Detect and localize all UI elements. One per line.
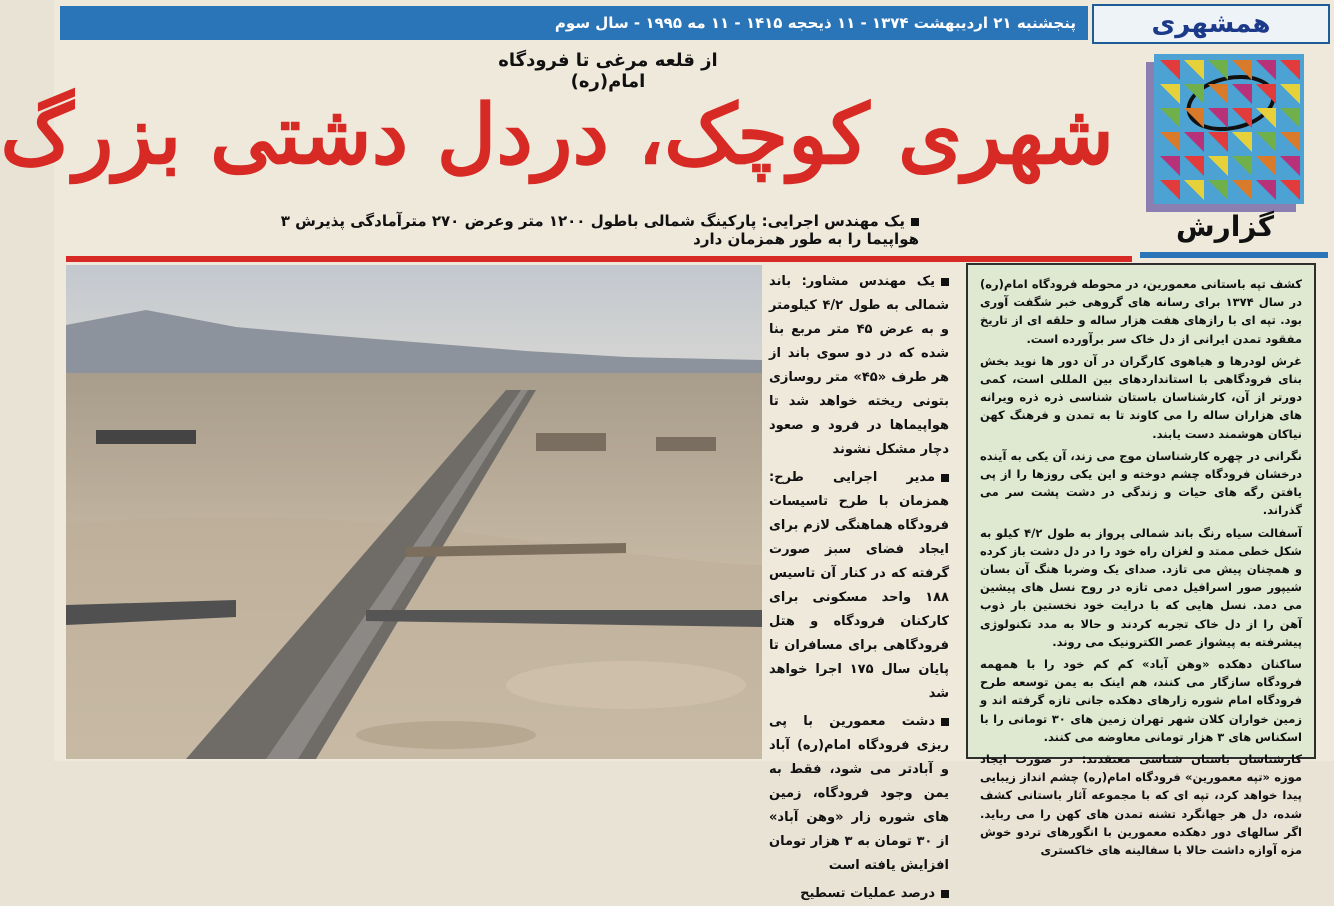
bullet-icon <box>941 890 949 898</box>
section-label: گزارش <box>1175 210 1274 243</box>
masthead-logo: همشهری <box>1092 4 1330 44</box>
middle-column <box>769 270 950 901</box>
middle-paragraph-2-text: مدیر اجرایی طرح: همزمان با طرح تاسیسات فرودگاه هماهنگی لازم برای ایجاد فضای سبز صورت گرفته که در کنار آن تاسیس ۱۸۸ واحد مسکونی برای کارکنان فرودگاه و هتل فرودگاهی برای مسافران تا پایان سال ۱۷۵ اجرا خواهد شد <box>769 470 950 701</box>
logo-arrow-icon <box>1208 132 1228 152</box>
logo-arrow-icon <box>1232 132 1252 152</box>
red-divider <box>66 256 1132 262</box>
report-sidebar-box <box>966 263 1316 858</box>
logo-arrow-icon <box>1256 180 1276 200</box>
middle-paragraph-1-text: یک مهندس مشاور: باند شمالی به طول ۴/۲ کیلومتر و به عرض ۴۵ متر مربع بنا شده که در دو سوی باند از هر طرف «۴۵» متر روسازی بتونی ریخته خواهد شد تا هواپیماها در فرود و صعود دچار مشکل نشوند <box>769 274 949 457</box>
logo-arrow-icon <box>1280 180 1300 200</box>
bullet-icon <box>941 278 949 286</box>
logo-arrow-icon <box>1280 108 1300 128</box>
logo-arrow-icon <box>1280 84 1300 104</box>
logo-arrow-icon <box>1160 156 1180 176</box>
logo-arrow-icon <box>1232 156 1252 176</box>
report-paragraph-4: آسفالت سیاه رنگ باند شمالی پرواز به طول ۴/۲ کیلو به شکل خطی ممتد و لغزان راه خود را در دل دشت باز کرده و همچنان پیش می تازد. صدای یک وضربا هنگ آن بسان شیپور صور اسرافیل دمی تازه در روح نسل های پیشین می دمد. نسل هایی که با درایت خود نخستین بار ذوب آهن را از دل خاک تجربه کردند و حالا به مدد تکنولوژی پیشرفته به پیشواز عصر الکترونیک می روند. <box>980 525 1302 649</box>
deck <box>269 212 919 248</box>
logo-arrow-icon <box>1160 108 1180 128</box>
headline: شهری کوچک، دردل دشتی بزرگ <box>0 87 1114 183</box>
logo-arrow-icon <box>1280 60 1300 80</box>
report-logo-icon <box>1154 54 1304 204</box>
logo-arrow-icon <box>1184 108 1204 128</box>
blue-divider <box>1140 252 1328 258</box>
bullet-icon <box>941 718 949 726</box>
logo-arrow-icon <box>1160 60 1180 80</box>
logo-arrow-icon <box>1160 132 1180 152</box>
middle-paragraph-4 <box>769 882 949 906</box>
ring-mark <box>1181 67 1280 139</box>
report-paragraph-1: کشف تپه باستانی معمورین، در محوطه فرودگاه امام(ره) در سال ۱۳۷۴ برای رسانه های گروهی خبر شگفت آوری بود. تپه ای با رازهای هفت هزار ساله و حلقه ای از تاریخ مفقود تمدن ایرانی از دل خاک سر برآورده است. <box>980 277 1302 346</box>
middle-paragraph-3-text: دشت معمورین با پی ریزی فرودگاه امام(ره) آباد و آبادتر می شود، فقط به یمن وجود فرودگاه، زمین های شوره زار «وهن آباد» از ۳۰ تومان به ۳ هزار تومان افزایش یافته است <box>769 714 950 873</box>
logo-arrow-icon <box>1208 180 1228 200</box>
dateline-bar: پنجشنبه ۲۱ اردیبهشت ۱۳۷۴ - ۱۱ ذیحجه ۱۴۱۵ - ۱۱ مه ۱۹۹۵ - سال سوم <box>60 6 1088 40</box>
logo-arrow-icon <box>1184 60 1204 80</box>
report-paragraph-2: غرش لودرها و هیاهوی کارگران در آن دور ها نوید بخش بنای فرودگاهی با استانداردهای بین المللی است، کمی دورتر از آن، کارشناسان باستان شناسی ذره ذره ویرانه های هزاران ساله را می کاوند تا به تمدن و فرهنگ کهن نیاکان هوشمند دست یابند. <box>980 353 1302 441</box>
logo-arrow-icon <box>1160 84 1180 104</box>
logo-arrow-icon <box>1184 156 1204 176</box>
logo-arrow-icon <box>1256 156 1276 176</box>
deck-bullet <box>911 218 919 226</box>
logo-arrow-icon <box>1256 132 1276 152</box>
logo-arrow-icon <box>1160 180 1180 200</box>
report-paragraph-6: کارشناسان باستان شناسی معتقدند: در صورت ایجاد موزه «تپه معمورین» فرودگاه امام(ره) چشم انداز زیبایی پیدا خواهد کرد، تپه ای که با مجموعه آثار باستانی کشف شده، دل هر جهانگرد تشنه تمدن های کهن را می رباید. اگر سالهای دور دهکده معمورین با انگورهای تردو خوش مزه آوازه داشت حالا با سفالینه های خاکستری <box>980 752 1302 858</box>
logo-arrow-icon <box>1232 180 1252 200</box>
logo-arrow-icon <box>1208 156 1228 176</box>
deck-text: یک مهندس اجرایی: پارکینگ شمالی باطول ۱۲۰۰ متر وعرض ۲۷۰ مترآمادگی پذیرش ۳ هواپیما را به طور همزمان دارد <box>280 212 919 248</box>
logo-arrow-icon <box>1280 132 1300 152</box>
logo-arrow-icon <box>1280 156 1300 176</box>
logo-arrow-icon <box>1208 60 1228 80</box>
logo-arrow-icon <box>1184 132 1204 152</box>
airport-runway-photo <box>66 265 762 759</box>
logo-arrow-icon <box>1184 180 1204 200</box>
middle-paragraph-3 <box>769 710 949 878</box>
kicker: از قلعه مرغی تا فرودگاه امام(ره) <box>498 50 718 92</box>
report-paragraph-3: نگرانی در چهره کارشناسان موج می زند، آن یکی به آینده درخشان فرودگاه چشم دوخته و این یکی روزها را از پی یافتن رگه های حیات و زندگی در دشت پشت سر می گذراند. <box>980 448 1302 518</box>
middle-paragraph-2 <box>769 466 949 706</box>
report-paragraph-5: ساکنان دهکده «وهن آباد» کم کم خود را با همهمه فرودگاه سازگار می کنند، هم اینک به یمن توسعه طرح فرودگاه امام شوره زارهای دهکده جانی تازه گرفته اند و زمین خواران کلان شهر تهران زمین های ۳۰ تومانی را با اسکناس های ۳ هزار تومانی معاوضه می کنند. <box>980 657 1302 744</box>
bullet-icon <box>941 474 949 482</box>
middle-paragraph-1 <box>769 270 949 462</box>
middle-paragraph-4-text: درصد عملیات تسطیح <box>800 886 935 901</box>
